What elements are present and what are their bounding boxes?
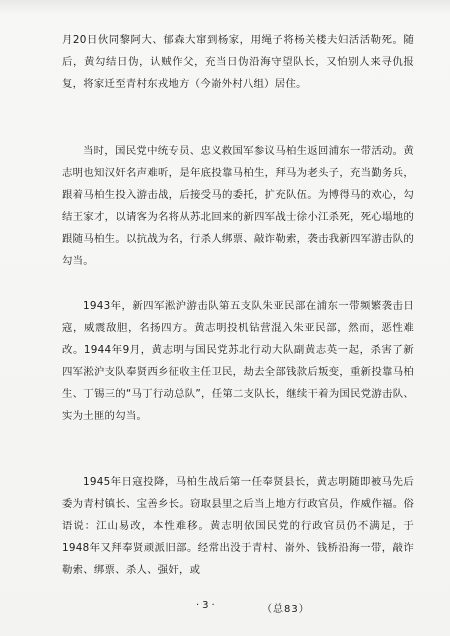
paragraph-4: 1945年日寇投降，马柏生战后第一任奉贤县长，黄志明随即被马先后委为青村镇长、宝善乡长。窃取县里之后当上地方行政官员，作威作福。俗语说：江山易改，本性难移。黄志明依国民党的行政官员仍不满足，于1948年又拜奉贤顽派旧部。经常出没于青村、嵛外、钱桥沿海一带，敲诈勒索、绑票、杀人、强奸，或	[62, 476, 414, 576]
scan-edge	[0, 0, 450, 14]
archive-page-id: （总83）	[262, 604, 310, 615]
page-footer	[0, 600, 450, 616]
paragraph-1: 月20日伙同黎阿大、郁森大窜到杨家，用绳子将杨关楼夫妇活活勒死。随后，黄勾结日伪，认贼作父，充当日伪沿海守望队长，又怕别人来寻仇报复，将家迁至青村东戎地方（今嵛外村八组）居住。	[62, 34, 414, 90]
paragraph-3: 1943年，新四军淞沪游击队第五支队朱亚民部在浦东一带频繁袭击日寇，威震敌胆，名扬四方。黄志明投机钻营混入朱亚民部，然而，恶性难改。1944年9月，黄志明与国民党苏北行动大队副黄志英一起，杀害了新四军淞沪支队奉贤西乡征收主任卫民，劫去全部钱款后叛变，重新投靠马柏生、丁锡三的“马丁行动总队”，任第二支队长，继续干着为国民党游击队、实为土匪的勾当。	[62, 300, 414, 422]
paragraph-2: 当时，国民党中统专员、忠义救国军参议马柏生返回浦东一带活动。黄志明也知汉奸名声难听，是年底投靠马柏生，拜马为老头子，充当勤务兵，跟着马柏生投入游击战，后接受马的委托，扩充队伍。为博得马的欢心，勾结王家才，以请客为名将从苏北回来的新四军战士徐小江杀死，死心塌地的跟随马柏生。以抗战为名，行杀人绑票、敲诈勒索，袭击我新四军游击队的勾当。	[62, 145, 414, 267]
page-number: ·3·	[196, 600, 218, 611]
